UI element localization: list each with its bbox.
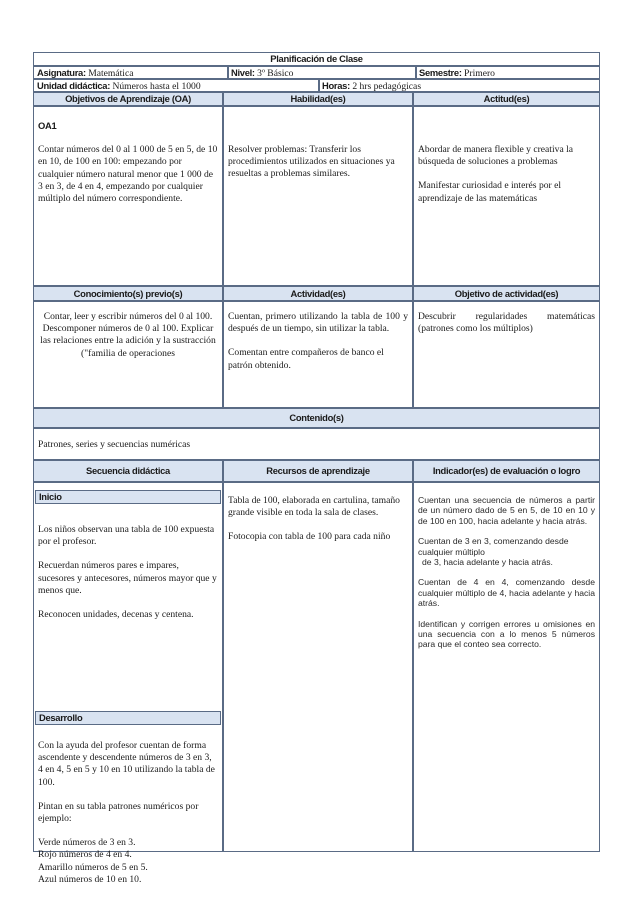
habilidad-text: Resolver problemas: Transferir los procedimientos utilizados en situaciones ya resueltas a problemas similares. bbox=[228, 144, 395, 180]
desarrollo-body bbox=[38, 740, 218, 886]
header-recursos: Recursos de aprendizaje bbox=[223, 460, 413, 482]
objetivo-text: Descubrir regularidades matemáticas (patrones como los múltiplos) bbox=[418, 311, 595, 335]
nivel-label: Nivel: bbox=[231, 67, 255, 78]
indicador-text-1: Cuentan una secuencia de números a partir de un número dado de 5 en 5, de 10 en 10 y de 100 en 100, hacia adelante y hacia atrás. bbox=[418, 495, 595, 526]
desarrollo-label-bar bbox=[35, 711, 221, 725]
inicio-label-bar bbox=[35, 490, 221, 504]
desarrollo-text-2: Pintan en su tabla patrones numéricos por ejemplo: bbox=[38, 800, 199, 825]
nivel-cell bbox=[228, 66, 416, 79]
conocimiento-cell bbox=[33, 301, 223, 408]
habilidad-cell bbox=[223, 106, 413, 286]
actividad-cell bbox=[223, 301, 413, 408]
recursos-text-1: Tabla de 100, elaborada en cartulina, tamaño grande visible en toda la sala de clases. bbox=[228, 495, 400, 519]
header-oa: Objetivos de Aprendizaje (OA) bbox=[33, 92, 223, 106]
indicador-text-2b: de 3, hacia adelante y hacia atrás. bbox=[422, 557, 553, 568]
desarrollo-label: Desarrollo bbox=[39, 712, 83, 723]
actividad-text-2: Comentan entre compañeros de banco el patrón obtenido. bbox=[228, 347, 384, 371]
header-habilidad: Habilidad(es) bbox=[223, 92, 413, 106]
indicador-text-2a: Cuentan de 3 en 3, comenzando desde cualquier múltiplo bbox=[418, 536, 569, 557]
desarrollo-text-1: Con la ayuda del profesor cuentan de forma ascendente y descendente números de 3 en 3, 4 en 4, 5 en 5 y 10 en 10 utilizando la tabla de 100. bbox=[38, 740, 215, 788]
unidad-value: Números hasta el 1000 bbox=[112, 81, 201, 92]
actividad-text-1: Cuentan, primero utilizando la tabla de 100 y después de un tiempo, sin utilizar la tabla. bbox=[228, 311, 408, 335]
color-line-rojo: Rojo números de 4 en 4. bbox=[38, 849, 132, 861]
horas-value: 2 hrs pedagógicas bbox=[352, 81, 422, 92]
inicio-body bbox=[38, 524, 218, 621]
inicio-text-1: Los niños observan una tabla de 100 expuesta por el profesor. bbox=[38, 524, 215, 548]
recursos-cell bbox=[223, 482, 413, 852]
page-title: Planificación de Clase bbox=[270, 53, 363, 64]
actitud-cell bbox=[413, 106, 600, 286]
indicador-cell bbox=[413, 482, 600, 852]
asignatura-cell bbox=[33, 66, 228, 79]
objetivo-cell bbox=[413, 301, 600, 408]
unidad-label: Unidad didáctica: bbox=[37, 80, 111, 91]
page-title-row bbox=[33, 52, 600, 66]
horas-label: Horas: bbox=[322, 80, 350, 91]
color-line-verde: Verde números de 3 en 3. bbox=[38, 837, 136, 849]
secuencia-cell bbox=[33, 482, 223, 885]
contenido-cell bbox=[33, 428, 600, 460]
unidad-cell bbox=[33, 79, 319, 92]
semestre-cell bbox=[416, 66, 600, 79]
header-indicador: Indicador(es) de evaluación o logro bbox=[413, 460, 600, 482]
inicio-text-3: Reconocen unidades, decenas y centena. bbox=[38, 609, 194, 621]
inicio-label: Inicio bbox=[39, 491, 62, 502]
actitud-text-2: Manifestar curiosidad e interés por el aprendizaje de las matemáticas bbox=[418, 180, 562, 204]
oa-code: OA1 bbox=[38, 120, 57, 131]
semestre-value: Primero bbox=[464, 68, 495, 79]
header-conocimiento: Conocimiento(s) previo(s) bbox=[33, 286, 223, 301]
inicio-text-2: Recuerdan números pares e impares, sucesores y antecesores, números mayor que y menos que. bbox=[38, 560, 217, 596]
conocimiento-text: Contar, leer y escribir números del 0 al 100. Descomponer números de 0 al 100. Explicar las relaciones entre la adición y la sustracción ("familia de operaciones bbox=[40, 311, 216, 359]
oa-text: Contar números del 0 al 1 000 de 5 en 5, de 10 en 10, de 100 en 100: empezando por cualquier número natural menor que 1 000 de 3 en 3, de 4 en 4, empezando por cualquier múltiplo del número correspondiente. bbox=[38, 144, 218, 205]
oa-cell bbox=[33, 106, 223, 286]
header-secuencia: Secuencia didáctica bbox=[33, 460, 223, 482]
nivel-value: 3º Básico bbox=[257, 68, 294, 79]
asignatura-value: Matemática bbox=[88, 68, 134, 79]
header-contenido: Contenido(s) bbox=[33, 408, 600, 428]
asignatura-label: Asignatura: bbox=[37, 67, 86, 78]
indicador-text-4: Identifican y corrigen errores u omisiones en una secuencia con a lo menos 5 números para que el conteo sea correcto. bbox=[418, 618, 595, 650]
header-actividad: Actividad(es) bbox=[223, 286, 413, 301]
color-line-azul: Azul números de 10 en 10. bbox=[38, 873, 142, 885]
color-line-amarillo: Amarillo números de 5 en 5. bbox=[38, 861, 148, 873]
header-objetivo: Objetivo de actividad(es) bbox=[413, 286, 600, 301]
recursos-text-2: Fotocopia con tabla de 100 para cada niño bbox=[228, 531, 391, 543]
indicador-text-3: Cuentan de 4 en 4, comenzando desde cualquier múltiplo de 4, hacia adelante y hacia atrás. bbox=[418, 577, 595, 609]
semestre-label: Semestre: bbox=[419, 67, 462, 78]
header-actitud: Actitud(es) bbox=[413, 92, 600, 106]
contenido-text: Patrones, series y secuencias numéricas bbox=[38, 439, 191, 450]
actitud-text-1: Abordar de manera flexible y creativa la búsqueda de soluciones a problemas bbox=[418, 144, 574, 168]
horas-cell bbox=[319, 79, 600, 92]
